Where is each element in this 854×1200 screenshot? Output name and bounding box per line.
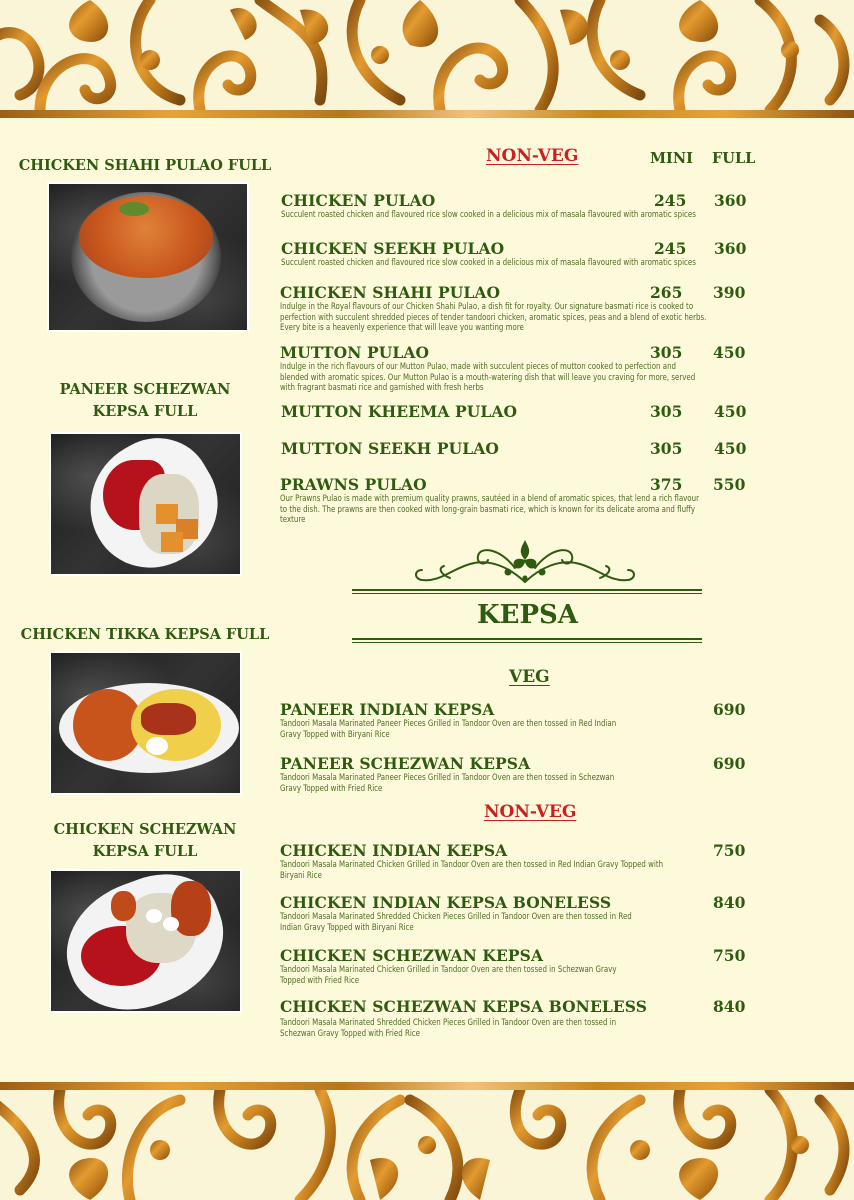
price: 750 xyxy=(713,946,746,965)
price-mini: 375 xyxy=(650,475,683,494)
menu-item-paneer-indian-kepsa xyxy=(280,701,750,740)
bottom-gold-border xyxy=(0,1082,854,1200)
top-gold-border xyxy=(0,0,854,118)
price: 750 xyxy=(713,841,746,860)
price-full: 450 xyxy=(713,343,746,362)
item-description: Tandoori Masala Marinated Chicken Grilled in Tandoor Oven are then tossed in Schezwan Gravy Topped with Fried Rice xyxy=(280,965,617,986)
menu-item-chicken-pulao xyxy=(281,192,751,221)
item-name: CHICKEN PULAO xyxy=(281,191,436,210)
price-mini: 305 xyxy=(650,343,683,362)
price-full: 450 xyxy=(714,439,747,458)
chicken-tikka-kepsa-photo xyxy=(49,651,242,795)
menu-item-chicken-schezwan-kepsa-boneless xyxy=(280,998,750,1039)
item-description: Tandoori Masala Marinated Chicken Grilled in Tandoor Oven are then tossed in Red Indian Gravy Topped with Biryani Rice xyxy=(280,860,664,881)
price: 690 xyxy=(713,700,746,719)
item-description: Tandoori Masala Marinated Shredded Chicken Pieces Grilled in Tandoor Oven are then tossed in Red Indian Gravy Topped with Biryani Rice xyxy=(280,912,632,933)
item-name: PANEER INDIAN KEPSA xyxy=(280,700,495,719)
item-description: Indulge in the rich flavours of our Mutton Pulao, made with succulent pieces of mutton cooked to perfection and blended with aromatic spices. Our Mutton Pulao is a mouth-watering dish that will leave you craving for more, served with fragrant basmati rice and garnished with fresh herbs xyxy=(280,362,696,393)
chicken-shahi-pulao-photo xyxy=(47,182,249,332)
kepsa-bottom-rule xyxy=(352,638,702,644)
price-full: 360 xyxy=(714,239,747,258)
menu-item-prawns-pulao xyxy=(280,476,750,526)
full-column-header: FULL xyxy=(712,150,756,167)
price: 690 xyxy=(713,754,746,773)
photo-caption-chicken-shahi-pulao: CHICKEN SHAHI PULAO FULL xyxy=(18,157,272,174)
photo-caption-chicken-tikka-kepsa: CHICKEN TIKKA KEPSA FULL xyxy=(20,626,270,643)
chicken-schezwan-kepsa-photo xyxy=(49,869,242,1013)
gold-rule-top xyxy=(0,110,854,118)
kepsa-title: KEPSA xyxy=(477,600,578,630)
paneer-schezwan-kepsa-photo xyxy=(49,432,242,576)
menu-item-chicken-indian-kepsa-boneless xyxy=(280,894,750,933)
item-description: Tandoori Masala Marinated Paneer Pieces Grilled in Tandoor Oven are then tossed in Schezwan Gravy Topped with Fried Rice xyxy=(280,773,615,794)
menu-item-chicken-schezwan-kepsa xyxy=(280,947,750,986)
item-name: MUTTON SEEKH PULAO xyxy=(281,439,499,458)
item-description: Indulge in the Royal flavours of our Chicken Shahi Pulao, a dish fit for royalty. Our signature basmati rice is cooked to perfection with succulent shredded pieces of tender tandoori chicken, aromatic spices, peas and a blend of exotic herbs. Every bite is a heavenly experience that will leave you wanting more xyxy=(280,302,707,333)
menu-item-chicken-indian-kepsa xyxy=(280,842,750,881)
price-full: 550 xyxy=(713,475,746,494)
kepsa-top-rule xyxy=(352,589,702,595)
item-name: CHICKEN SEEKH PULAO xyxy=(281,239,505,258)
gold-scroll-ornament-icon xyxy=(0,0,854,110)
item-name: CHICKEN INDIAN KEPSA BONELESS xyxy=(280,893,612,912)
item-name: CHICKEN INDIAN KEPSA xyxy=(280,841,508,860)
flourish-ornament-icon xyxy=(410,538,640,590)
price: 840 xyxy=(713,893,746,912)
mini-column-header: MINI xyxy=(650,150,693,167)
price-mini: 245 xyxy=(654,239,687,258)
item-name: PANEER SCHEZWAN KEPSA xyxy=(280,754,531,773)
pulao-nonveg-heading: NON-VEG xyxy=(486,146,579,166)
item-name: MUTTON KHEEMA PULAO xyxy=(281,402,518,421)
menu-item-chicken-seekh-pulao xyxy=(281,240,751,269)
item-description: Our Prawns Pulao is made with premium quality prawns, sautéed in a blend of aromatic spices, that lend a rich flavour to the dish. The prawns are then cooked with long-grain basmati rice, which is known for its delicate aroma and fluffy texture xyxy=(280,494,699,525)
item-description: Succulent roasted chicken and flavoured rice slow cooked in a delicious mix of masala flavoured with aromatic spices xyxy=(281,258,696,268)
photo-caption-chicken-schezwan-kepsa: CHICKEN SCHEZWAN KEPSA FULL xyxy=(53,821,237,860)
menu-item-mutton-kheema-pulao xyxy=(281,403,751,421)
price-mini: 305 xyxy=(650,439,683,458)
item-name: CHICKEN SHAHI PULAO xyxy=(280,283,501,302)
menu-item-mutton-seekh-pulao xyxy=(281,440,751,458)
price-full: 390 xyxy=(713,283,746,302)
photo-caption-paneer-schezwan-kepsa: PANEER SCHEZWAN KEPSA FULL xyxy=(59,381,231,420)
kepsa-veg-heading: VEG xyxy=(509,667,550,687)
price-full: 360 xyxy=(714,191,747,210)
item-name: CHICKEN SCHEZWAN KEPSA xyxy=(280,946,544,965)
item-description: Tandoori Masala Marinated Paneer Pieces Grilled in Tandoor Oven are then tossed in Red Indian Gravy Topped with Biryani Rice xyxy=(280,719,617,740)
price-mini: 305 xyxy=(650,402,683,421)
price-full: 450 xyxy=(714,402,747,421)
item-name: PRAWNS PULAO xyxy=(280,475,427,494)
menu-item-chicken-shahi-pulao xyxy=(280,284,750,334)
gold-scroll-ornament-icon xyxy=(0,1090,854,1200)
kepsa-nonveg-heading: NON-VEG xyxy=(484,802,577,822)
item-name: MUTTON PULAO xyxy=(280,343,430,362)
item-name: CHICKEN SCHEZWAN KEPSA BONELESS xyxy=(280,997,648,1016)
item-description: Succulent roasted chicken and flavoured rice slow cooked in a delicious mix of masala flavoured with aromatic spices xyxy=(281,210,696,220)
price: 840 xyxy=(713,997,746,1016)
gold-rule-bottom xyxy=(0,1082,854,1090)
price-mini: 265 xyxy=(650,283,683,302)
menu-item-paneer-schezwan-kepsa xyxy=(280,755,750,794)
menu-item-mutton-pulao xyxy=(280,344,750,394)
price-mini: 245 xyxy=(654,191,687,210)
item-description: Tandoori Masala Marinated Shredded Chicken Pieces Grilled in Tandoor Oven are then tossed in Schezwan Gravy Topped with Fried Rice xyxy=(280,1018,617,1039)
